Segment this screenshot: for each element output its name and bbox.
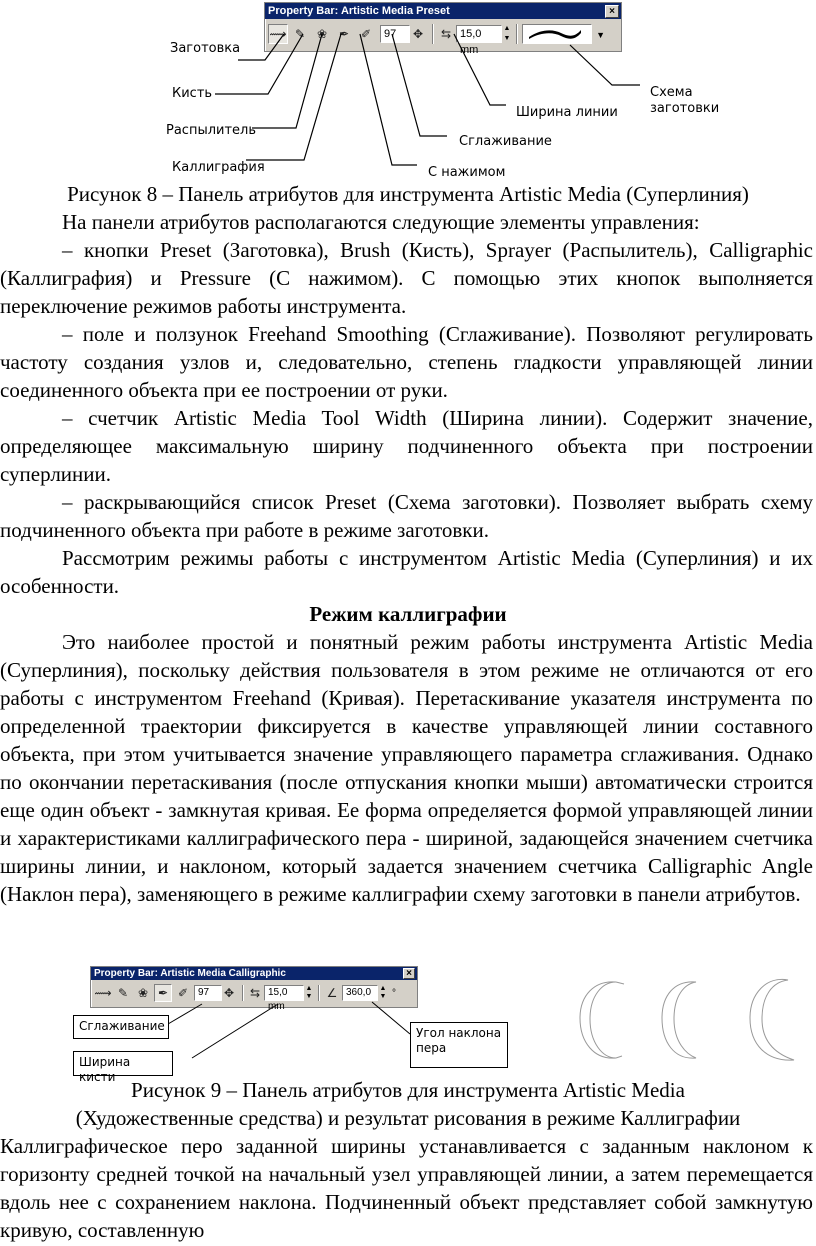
toolbar-separator [242,985,244,1001]
smoothing-slider-button[interactable] [222,984,236,1002]
callout-pressure: С нажимом [428,165,506,180]
dropdown-arrow-icon: ▼ [596,30,605,40]
width-icon: ⇆ [249,986,261,1000]
property-bar-calligraphic [90,966,418,1012]
preset-mode-button[interactable] [94,984,112,1002]
section-heading: Режим каллиграфии [309,602,507,626]
toolbar-separator [318,985,320,1001]
callout-smoothing: Сглаживание [459,134,552,149]
paragraph-calligraphy: Это наиболее простой и понятный режим работы инструмента Artistic Media (Суперлиния), поскольку действия пользователя в этом режиме не отличаются от его работы с инструментом Freehand (Кривая). Перетаскивание указателя инструмента по определенной траектории фиксируется в качестве управляющей линии составного объекта, при этом учитывается значение управляющего параметра сглаживания. Однако по окончании перетаскивания (после отпускания кнопки мыши) автоматически строится еще один объект - замкнутая кривая. Ее форма определяется формой управляющей линии и характеристиками каллиграфического пера - шириной, задающейся значением счетчика ширины линии, и наклоном, который задается значением счетчика Calligraphic Angle (Наклон пера), заменяющего в режиме каллиграфии схему заготовки в панели атрибутов. [0,630,813,906]
callout-angle-box: Угол наклона пера [410,1022,508,1068]
width-input[interactable]: 15,0 mm [264,985,304,1001]
figure9-caption-line2: (Художественные средства) и результат рисования в режиме Каллиграфии [75,1106,741,1130]
bullet-width: – счетчик Artistic Media Tool Width (Ширина линии). Содержит значение, определяющее максимальную ширину подчиненного объекта при построении суперлинии. [0,406,813,486]
calligraphic-c-1 [580,982,616,1058]
calligraphic-mode-button[interactable] [154,984,172,1002]
brush-mode-button[interactable] [114,984,132,1002]
close-button[interactable]: × [605,5,619,18]
paragraph-pen: Каллиграфическое перо заданной ширины устанавливается с заданным наклоном к горизонту средней точкой на начальный узел управляющей линии, а затем перемещается вдоль нее с сохранением наклона. Подчиненный объект представляет собой замкнутую кривую, составленную [0,1134,813,1242]
close-button[interactable]: × [403,968,415,979]
brush-icon: ✎ [294,27,306,41]
smoothing-input[interactable]: 97 [194,985,222,1001]
callout-width: Ширина линии [516,105,618,120]
figure9-caption-line1: Рисунок 9 – Панель атрибутов для инструмента Artistic Media [131,1078,685,1102]
degree-sign: ° [392,987,396,999]
calligraphic-c-2 [662,982,696,1058]
callout-brush: Кисть [172,86,213,101]
calligraphy-result-drawing [572,972,812,1068]
pen-angle-icon: ∠ [326,986,338,1000]
preset-icon: ⟿ [269,27,287,41]
width-spinner[interactable]: ▲ ▼ [503,25,511,42]
calligraphy-pen-icon: ✒ [157,986,169,1000]
paragraph-modes: Рассмотрим режимы работы с инструментом Artistic Media (Суперлиния) и их особенности. [0,546,813,598]
pressure-pen-icon: ✐ [177,986,189,1000]
sprayer-icon: ❀ [137,986,149,1000]
bullet-smoothing: – поле и ползунок Freehand Smoothing (Сглаживание). Позволяют регулировать частоту создания узлов и, следовательно, степень гладкости управляющей линии соединенного объекта при ее построении от руки. [0,322,813,402]
bullet-buttons: – кнопки Preset (Заготовка), Brush (Кисть), Sprayer (Распылитель), Calligraphic (Каллиграфия) и Pressure (С нажимом). С помощью этих кнопок выполняется переключение режимов работы инструмента. [0,238,813,318]
callout-sprayer: Распылитель [166,123,257,138]
callout-calligraphy: Каллиграфия [172,160,265,175]
bullet-preset-list: – раскрывающийся список Preset (Схема заготовки). Позволяет выбрать схему подчиненного объекта при работе в режиме заготовки. [0,490,813,542]
property-bar-title: Property Bar: Artistic Media Calligraphic × [91,967,417,980]
sprayer-mode-button[interactable] [134,984,152,1002]
calligraphy-pen-icon: ✒ [338,27,350,41]
figure8-callout-lines [0,0,816,200]
callout-smoothing-box: Сглаживание [73,1015,169,1039]
preset-icon: ⟿ [94,986,112,1000]
pressure-pen-icon: ✐ [360,27,372,41]
angle-input[interactable]: 360,0 [342,985,378,1001]
smoothing-input[interactable]: 97 [380,25,410,43]
width-input[interactable]: 15,0 mm [456,25,502,43]
callout-scheme-1: Схема [650,85,693,100]
figure8-caption: Рисунок 8 – Панель атрибутов для инструмента Artistic Media (Суперлиния) [67,182,749,206]
slider-icon: ✥ [412,27,424,41]
callout-preset: Заготовка [170,41,241,56]
width-icon: ⇆ [440,27,452,41]
pressure-mode-button[interactable] [174,984,192,1002]
angle-spinner[interactable]: ▲ ▼ [379,985,387,1000]
callout-scheme-2: заготовки [650,101,720,116]
sprayer-icon: ❀ [316,27,328,41]
callout-brush-width-box: Ширина кисти [73,1051,173,1076]
paragraph-intro: На панели атрибутов располагаются следующие элементы управления: [62,210,700,234]
property-bar-title: Property Bar: Artistic Media Preset × [265,3,621,19]
slider-icon: ✥ [223,986,235,1000]
brush-icon: ✎ [117,986,129,1000]
width-spinner[interactable]: ▲ ▼ [305,985,313,1000]
calligraphic-c-3 [750,979,794,1060]
